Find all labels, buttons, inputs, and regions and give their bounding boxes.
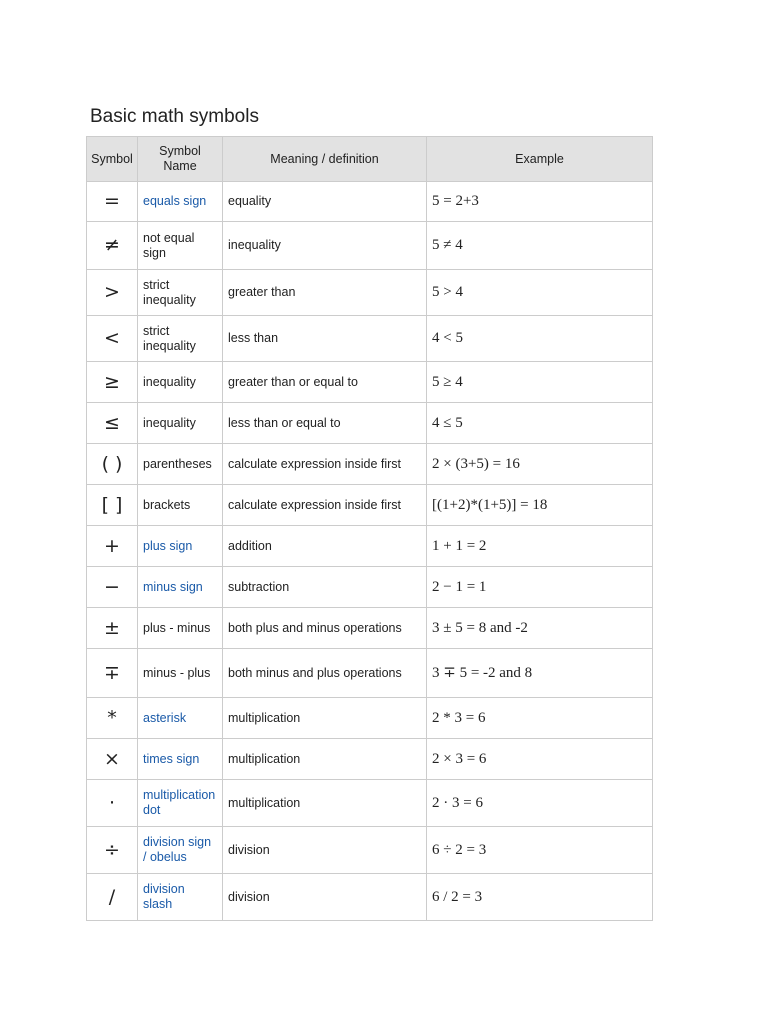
meaning-cell: addition xyxy=(223,526,427,567)
symbol-cell: ∓ xyxy=(87,649,138,698)
symbol-cell: + xyxy=(87,526,138,567)
table-row xyxy=(87,780,653,827)
example-cell: 6 ÷ 2 = 3 xyxy=(427,827,653,874)
table-row xyxy=(87,874,653,921)
symbol-cell: − xyxy=(87,567,138,608)
symbol-name-link[interactable]: equals sign xyxy=(138,182,223,222)
table-row xyxy=(87,485,653,526)
symbol-cell: / xyxy=(87,874,138,921)
example-cell: 5 ≠ 4 xyxy=(427,222,653,270)
meaning-cell: less than or equal to xyxy=(223,403,427,444)
column-header-name: Symbol Name xyxy=(138,137,223,182)
page-title: Basic math symbols xyxy=(90,106,259,127)
table-row xyxy=(87,526,653,567)
symbol-name-cell: inequality xyxy=(138,362,223,403)
example-cell: [(1+2)*(1+5)] = 18 xyxy=(427,485,653,526)
example-cell: 1 + 1 = 2 xyxy=(427,526,653,567)
example-cell: 6 / 2 = 3 xyxy=(427,874,653,921)
symbol-cell: ≥ xyxy=(87,362,138,403)
symbol-name-cell: strict inequality xyxy=(138,270,223,316)
column-header-meaning: Meaning / definition xyxy=(223,137,427,182)
meaning-cell: multiplication xyxy=(223,698,427,739)
example-cell: 3 ∓ 5 = -2 and 8 xyxy=(427,649,653,698)
meaning-cell: both minus and plus operations xyxy=(223,649,427,698)
column-header-example: Example xyxy=(427,137,653,182)
symbol-cell: ÷ xyxy=(87,827,138,874)
example-cell: 2 × (3+5) = 16 xyxy=(427,444,653,485)
symbol-name-link[interactable]: division sign / obelus xyxy=(138,827,223,874)
table-row xyxy=(87,403,653,444)
example-cell: 5 ≥ 4 xyxy=(427,362,653,403)
symbol-name-link[interactable]: times sign xyxy=(138,739,223,780)
symbol-name-link[interactable]: multiplication dot xyxy=(138,780,223,827)
symbol-cell: × xyxy=(87,739,138,780)
meaning-cell: calculate expression inside first xyxy=(223,485,427,526)
symbol-name-cell: not equal sign xyxy=(138,222,223,270)
table-row xyxy=(87,444,653,485)
example-cell: 5 > 4 xyxy=(427,270,653,316)
meaning-cell: greater than xyxy=(223,270,427,316)
meaning-cell: equality xyxy=(223,182,427,222)
symbol-name-link[interactable]: minus sign xyxy=(138,567,223,608)
symbol-cell: ≠ xyxy=(87,222,138,270)
table-row xyxy=(87,362,653,403)
example-cell: 5 = 2+3 xyxy=(427,182,653,222)
symbol-name-cell: brackets xyxy=(138,485,223,526)
table-row xyxy=(87,316,653,362)
example-cell: 2 × 3 = 6 xyxy=(427,739,653,780)
example-cell: 2 − 1 = 1 xyxy=(427,567,653,608)
meaning-cell: both plus and minus operations xyxy=(223,608,427,649)
meaning-cell: division xyxy=(223,874,427,921)
symbol-name-link[interactable]: asterisk xyxy=(138,698,223,739)
table-row xyxy=(87,270,653,316)
meaning-cell: less than xyxy=(223,316,427,362)
symbol-cell: ≤ xyxy=(87,403,138,444)
symbol-cell: ( ) xyxy=(87,444,138,485)
table-row xyxy=(87,182,653,222)
table-row xyxy=(87,222,653,270)
symbol-name-cell: minus - plus xyxy=(138,649,223,698)
example-cell: 4 < 5 xyxy=(427,316,653,362)
symbol-name-cell: plus - minus xyxy=(138,608,223,649)
symbol-name-link[interactable]: plus sign xyxy=(138,526,223,567)
math-symbols-table xyxy=(86,136,653,921)
table-row xyxy=(87,739,653,780)
meaning-cell: greater than or equal to xyxy=(223,362,427,403)
symbol-cell: · xyxy=(87,780,138,827)
symbol-name-cell: parentheses xyxy=(138,444,223,485)
meaning-cell: division xyxy=(223,827,427,874)
symbol-name-cell: inequality xyxy=(138,403,223,444)
column-header-symbol: Symbol xyxy=(87,137,138,182)
symbol-name-link[interactable]: division slash xyxy=(138,874,223,921)
symbol-cell: [ ] xyxy=(87,485,138,526)
table-row xyxy=(87,698,653,739)
meaning-cell: multiplication xyxy=(223,780,427,827)
table-row xyxy=(87,608,653,649)
table-row xyxy=(87,827,653,874)
symbol-cell: * xyxy=(87,698,138,739)
symbol-cell: > xyxy=(87,270,138,316)
meaning-cell: calculate expression inside first xyxy=(223,444,427,485)
example-cell: 2 · 3 = 6 xyxy=(427,780,653,827)
symbol-cell: = xyxy=(87,182,138,222)
table-row xyxy=(87,649,653,698)
table-row xyxy=(87,567,653,608)
table-header-row xyxy=(87,137,653,182)
symbol-cell: ± xyxy=(87,608,138,649)
example-cell: 3 ± 5 = 8 and -2 xyxy=(427,608,653,649)
symbol-cell: < xyxy=(87,316,138,362)
meaning-cell: inequality xyxy=(223,222,427,270)
meaning-cell: multiplication xyxy=(223,739,427,780)
example-cell: 4 ≤ 5 xyxy=(427,403,653,444)
symbol-name-cell: strict inequality xyxy=(138,316,223,362)
meaning-cell: subtraction xyxy=(223,567,427,608)
example-cell: 2 * 3 = 6 xyxy=(427,698,653,739)
